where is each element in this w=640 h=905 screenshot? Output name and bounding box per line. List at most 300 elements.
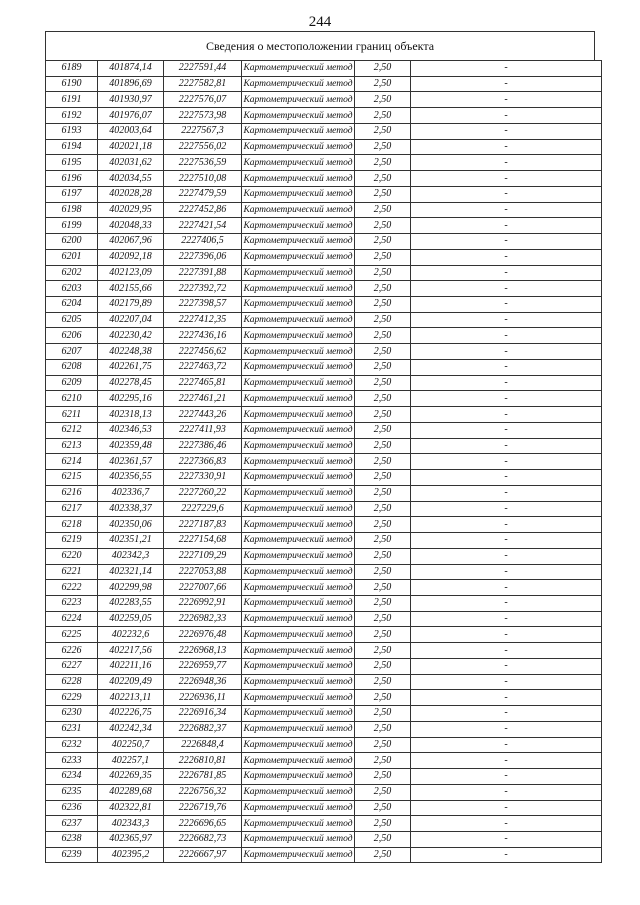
point-number-cell: 6210 <box>46 391 98 407</box>
accuracy-cell: 2,50 <box>355 218 411 234</box>
note-cell: - <box>411 674 602 690</box>
x-coordinate-cell: 402048,33 <box>98 218 164 234</box>
x-coordinate-cell: 402123,09 <box>98 265 164 281</box>
accuracy-cell: 2,50 <box>355 281 411 297</box>
y-coordinate-cell: 2226696,65 <box>164 816 242 832</box>
point-number-cell: 6226 <box>46 643 98 659</box>
note-cell: - <box>411 517 602 533</box>
y-coordinate-cell: 2227573,98 <box>164 108 242 124</box>
accuracy-cell: 2,50 <box>355 816 411 832</box>
table-row <box>46 643 602 659</box>
method-cell: Картометрический метод <box>242 61 355 77</box>
note-cell: - <box>411 108 602 124</box>
point-number-cell: 6221 <box>46 564 98 580</box>
table-row <box>46 706 602 722</box>
accuracy-cell: 2,50 <box>355 407 411 423</box>
table-row <box>46 800 602 816</box>
table-row <box>46 485 602 501</box>
method-cell: Картометрический метод <box>242 611 355 627</box>
point-number-cell: 6194 <box>46 139 98 155</box>
x-coordinate-cell: 402248,38 <box>98 344 164 360</box>
y-coordinate-cell: 2227463,72 <box>164 359 242 375</box>
x-coordinate-cell: 402207,04 <box>98 312 164 328</box>
method-cell: Картометрический метод <box>242 470 355 486</box>
y-coordinate-cell: 2227109,29 <box>164 548 242 564</box>
accuracy-cell: 2,50 <box>355 627 411 643</box>
point-number-cell: 6190 <box>46 76 98 92</box>
table-row <box>46 674 602 690</box>
method-cell: Картометрический метод <box>242 580 355 596</box>
note-cell: - <box>411 595 602 611</box>
y-coordinate-cell: 2226848,4 <box>164 737 242 753</box>
note-cell: - <box>411 501 602 517</box>
x-coordinate-cell: 402261,75 <box>98 359 164 375</box>
point-number-cell: 6238 <box>46 831 98 847</box>
y-coordinate-cell: 2227536,59 <box>164 155 242 171</box>
accuracy-cell: 2,50 <box>355 375 411 391</box>
accuracy-cell: 2,50 <box>355 706 411 722</box>
y-coordinate-cell: 2227398,57 <box>164 297 242 313</box>
method-cell: Картометрический метод <box>242 108 355 124</box>
accuracy-cell: 2,50 <box>355 643 411 659</box>
method-cell: Картометрический метод <box>242 249 355 265</box>
accuracy-cell: 2,50 <box>355 831 411 847</box>
x-coordinate-cell: 402321,14 <box>98 564 164 580</box>
note-cell: - <box>411 627 602 643</box>
accuracy-cell: 2,50 <box>355 422 411 438</box>
note-cell: - <box>411 422 602 438</box>
x-coordinate-cell: 402092,18 <box>98 249 164 265</box>
method-cell: Картометрический метод <box>242 831 355 847</box>
table-row <box>46 470 602 486</box>
point-number-cell: 6222 <box>46 580 98 596</box>
y-coordinate-cell: 2227406,5 <box>164 234 242 250</box>
accuracy-cell: 2,50 <box>355 155 411 171</box>
y-coordinate-cell: 2227456,62 <box>164 344 242 360</box>
y-coordinate-cell: 2226719,76 <box>164 800 242 816</box>
x-coordinate-cell: 402211,16 <box>98 658 164 674</box>
note-cell: - <box>411 123 602 139</box>
x-coordinate-cell: 402028,28 <box>98 186 164 202</box>
y-coordinate-cell: 2227452,86 <box>164 202 242 218</box>
x-coordinate-cell: 402299,98 <box>98 580 164 596</box>
x-coordinate-cell: 402350,06 <box>98 517 164 533</box>
table-row <box>46 265 602 281</box>
method-cell: Картометрический метод <box>242 407 355 423</box>
y-coordinate-cell: 2227386,46 <box>164 438 242 454</box>
accuracy-cell: 2,50 <box>355 123 411 139</box>
point-number-cell: 6229 <box>46 690 98 706</box>
accuracy-cell: 2,50 <box>355 485 411 501</box>
note-cell: - <box>411 737 602 753</box>
y-coordinate-cell: 2227436,16 <box>164 328 242 344</box>
x-coordinate-cell: 401896,69 <box>98 76 164 92</box>
point-number-cell: 6228 <box>46 674 98 690</box>
accuracy-cell: 2,50 <box>355 611 411 627</box>
x-coordinate-cell: 402351,21 <box>98 533 164 549</box>
point-number-cell: 6234 <box>46 769 98 785</box>
method-cell: Картометрический метод <box>242 769 355 785</box>
table-row <box>46 501 602 517</box>
note-cell: - <box>411 611 602 627</box>
point-number-cell: 6196 <box>46 171 98 187</box>
method-cell: Картометрический метод <box>242 517 355 533</box>
accuracy-cell: 2,50 <box>355 533 411 549</box>
point-number-cell: 6218 <box>46 517 98 533</box>
x-coordinate-cell: 401874,14 <box>98 61 164 77</box>
point-number-cell: 6219 <box>46 533 98 549</box>
accuracy-cell: 2,50 <box>355 454 411 470</box>
accuracy-cell: 2,50 <box>355 139 411 155</box>
accuracy-cell: 2,50 <box>355 265 411 281</box>
y-coordinate-cell: 2227187,83 <box>164 517 242 533</box>
accuracy-cell: 2,50 <box>355 769 411 785</box>
table-row <box>46 139 602 155</box>
accuracy-cell: 2,50 <box>355 595 411 611</box>
method-cell: Картометрический метод <box>242 721 355 737</box>
note-cell: - <box>411 580 602 596</box>
note-cell: - <box>411 61 602 77</box>
accuracy-cell: 2,50 <box>355 391 411 407</box>
method-cell: Картометрический метод <box>242 690 355 706</box>
method-cell: Картометрический метод <box>242 800 355 816</box>
table-row <box>46 359 602 375</box>
method-cell: Картометрический метод <box>242 234 355 250</box>
y-coordinate-cell: 2227260,22 <box>164 485 242 501</box>
table-body <box>46 61 602 863</box>
method-cell: Картометрический метод <box>242 627 355 643</box>
point-number-cell: 6202 <box>46 265 98 281</box>
accuracy-cell: 2,50 <box>355 580 411 596</box>
y-coordinate-cell: 2227461,21 <box>164 391 242 407</box>
method-cell: Картометрический метод <box>242 784 355 800</box>
table-row <box>46 155 602 171</box>
accuracy-cell: 2,50 <box>355 690 411 706</box>
note-cell: - <box>411 407 602 423</box>
note-cell: - <box>411 312 602 328</box>
x-coordinate-cell: 402242,34 <box>98 721 164 737</box>
x-coordinate-cell: 402021,18 <box>98 139 164 155</box>
point-number-cell: 6216 <box>46 485 98 501</box>
accuracy-cell: 2,50 <box>355 234 411 250</box>
y-coordinate-cell: 2227582,81 <box>164 76 242 92</box>
accuracy-cell: 2,50 <box>355 470 411 486</box>
table-row <box>46 297 602 313</box>
point-number-cell: 6212 <box>46 422 98 438</box>
table-row <box>46 454 602 470</box>
table-row <box>46 816 602 832</box>
x-coordinate-cell: 402269,35 <box>98 769 164 785</box>
x-coordinate-cell: 402342,3 <box>98 548 164 564</box>
x-coordinate-cell: 402155,66 <box>98 281 164 297</box>
table-row <box>46 658 602 674</box>
y-coordinate-cell: 2227421,54 <box>164 218 242 234</box>
accuracy-cell: 2,50 <box>355 76 411 92</box>
boundary-points-table <box>45 60 602 863</box>
note-cell: - <box>411 769 602 785</box>
table-row <box>46 580 602 596</box>
page-number: 244 <box>308 14 332 30</box>
x-coordinate-cell: 402278,45 <box>98 375 164 391</box>
point-number-cell: 6213 <box>46 438 98 454</box>
table-row <box>46 595 602 611</box>
method-cell: Картометрический метод <box>242 359 355 375</box>
table-row <box>46 438 602 454</box>
point-number-cell: 6206 <box>46 328 98 344</box>
x-coordinate-cell: 402322,81 <box>98 800 164 816</box>
point-number-cell: 6231 <box>46 721 98 737</box>
point-number-cell: 6204 <box>46 297 98 313</box>
x-coordinate-cell: 402232,6 <box>98 627 164 643</box>
x-coordinate-cell: 402029,95 <box>98 202 164 218</box>
method-cell: Картометрический метод <box>242 847 355 863</box>
table-row <box>46 281 602 297</box>
point-number-cell: 6211 <box>46 407 98 423</box>
accuracy-cell: 2,50 <box>355 674 411 690</box>
method-cell: Картометрический метод <box>242 564 355 580</box>
table-row <box>46 831 602 847</box>
accuracy-cell: 2,50 <box>355 438 411 454</box>
accuracy-cell: 2,50 <box>355 108 411 124</box>
point-number-cell: 6236 <box>46 800 98 816</box>
note-cell: - <box>411 831 602 847</box>
x-coordinate-cell: 402318,13 <box>98 407 164 423</box>
note-cell: - <box>411 816 602 832</box>
note-cell: - <box>411 249 602 265</box>
table-row <box>46 422 602 438</box>
y-coordinate-cell: 2227479,59 <box>164 186 242 202</box>
table-row <box>46 92 602 108</box>
accuracy-cell: 2,50 <box>355 171 411 187</box>
method-cell: Картометрический метод <box>242 737 355 753</box>
accuracy-cell: 2,50 <box>355 328 411 344</box>
point-number-cell: 6239 <box>46 847 98 863</box>
note-cell: - <box>411 297 602 313</box>
note-cell: - <box>411 454 602 470</box>
method-cell: Картометрический метод <box>242 76 355 92</box>
method-cell: Картометрический метод <box>242 391 355 407</box>
note-cell: - <box>411 265 602 281</box>
y-coordinate-cell: 2227510,08 <box>164 171 242 187</box>
y-coordinate-cell: 2226810,81 <box>164 753 242 769</box>
method-cell: Картометрический метод <box>242 297 355 313</box>
x-coordinate-cell: 402295,16 <box>98 391 164 407</box>
table-row <box>46 847 602 863</box>
point-number-cell: 6227 <box>46 658 98 674</box>
method-cell: Картометрический метод <box>242 171 355 187</box>
note-cell: - <box>411 218 602 234</box>
method-cell: Картометрический метод <box>242 202 355 218</box>
x-coordinate-cell: 402359,48 <box>98 438 164 454</box>
note-cell: - <box>411 139 602 155</box>
point-number-cell: 6232 <box>46 737 98 753</box>
note-cell: - <box>411 281 602 297</box>
accuracy-cell: 2,50 <box>355 784 411 800</box>
note-cell: - <box>411 438 602 454</box>
note-cell: - <box>411 800 602 816</box>
point-number-cell: 6199 <box>46 218 98 234</box>
x-coordinate-cell: 402343,3 <box>98 816 164 832</box>
point-number-cell: 6215 <box>46 470 98 486</box>
accuracy-cell: 2,50 <box>355 92 411 108</box>
y-coordinate-cell: 2227391,88 <box>164 265 242 281</box>
method-cell: Картометрический метод <box>242 92 355 108</box>
table-row <box>46 186 602 202</box>
accuracy-cell: 2,50 <box>355 800 411 816</box>
accuracy-cell: 2,50 <box>355 658 411 674</box>
table-row <box>46 391 602 407</box>
x-coordinate-cell: 402250,7 <box>98 737 164 753</box>
accuracy-cell: 2,50 <box>355 312 411 328</box>
accuracy-cell: 2,50 <box>355 737 411 753</box>
table-row <box>46 784 602 800</box>
table-title: Сведения о местоположении границ объекта <box>45 31 595 60</box>
point-number-cell: 6191 <box>46 92 98 108</box>
accuracy-cell: 2,50 <box>355 186 411 202</box>
accuracy-cell: 2,50 <box>355 297 411 313</box>
method-cell: Картометрический метод <box>242 375 355 391</box>
point-number-cell: 6192 <box>46 108 98 124</box>
point-number-cell: 6233 <box>46 753 98 769</box>
y-coordinate-cell: 2227567,3 <box>164 123 242 139</box>
y-coordinate-cell: 2226968,13 <box>164 643 242 659</box>
x-coordinate-cell: 402230,42 <box>98 328 164 344</box>
y-coordinate-cell: 2227443,26 <box>164 407 242 423</box>
point-number-cell: 6208 <box>46 359 98 375</box>
y-coordinate-cell: 2227591,44 <box>164 61 242 77</box>
point-number-cell: 6214 <box>46 454 98 470</box>
note-cell: - <box>411 375 602 391</box>
y-coordinate-cell: 2226936,11 <box>164 690 242 706</box>
method-cell: Картометрический метод <box>242 548 355 564</box>
point-number-cell: 6203 <box>46 281 98 297</box>
x-coordinate-cell: 402356,55 <box>98 470 164 486</box>
note-cell: - <box>411 359 602 375</box>
table-row <box>46 76 602 92</box>
note-cell: - <box>411 753 602 769</box>
x-coordinate-cell: 402259,05 <box>98 611 164 627</box>
table-row <box>46 202 602 218</box>
y-coordinate-cell: 2226948,36 <box>164 674 242 690</box>
y-coordinate-cell: 2227366,83 <box>164 454 242 470</box>
table-row <box>46 61 602 77</box>
x-coordinate-cell: 402031,62 <box>98 155 164 171</box>
point-number-cell: 6235 <box>46 784 98 800</box>
point-number-cell: 6224 <box>46 611 98 627</box>
point-number-cell: 6209 <box>46 375 98 391</box>
note-cell: - <box>411 690 602 706</box>
point-number-cell: 6198 <box>46 202 98 218</box>
point-number-cell: 6205 <box>46 312 98 328</box>
point-number-cell: 6225 <box>46 627 98 643</box>
note-cell: - <box>411 344 602 360</box>
note-cell: - <box>411 76 602 92</box>
note-cell: - <box>411 643 602 659</box>
table-row <box>46 218 602 234</box>
method-cell: Картометрический метод <box>242 344 355 360</box>
x-coordinate-cell: 402289,68 <box>98 784 164 800</box>
point-number-cell: 6217 <box>46 501 98 517</box>
point-number-cell: 6223 <box>46 595 98 611</box>
point-number-cell: 6237 <box>46 816 98 832</box>
x-coordinate-cell: 402003,64 <box>98 123 164 139</box>
x-coordinate-cell: 402217,56 <box>98 643 164 659</box>
y-coordinate-cell: 2227556,02 <box>164 139 242 155</box>
table-row <box>46 564 602 580</box>
method-cell: Картометрический метод <box>242 501 355 517</box>
y-coordinate-cell: 2227007,66 <box>164 580 242 596</box>
method-cell: Картометрический метод <box>242 328 355 344</box>
table-row <box>46 611 602 627</box>
accuracy-cell: 2,50 <box>355 61 411 77</box>
accuracy-cell: 2,50 <box>355 202 411 218</box>
method-cell: Картометрический метод <box>242 674 355 690</box>
table-row <box>46 312 602 328</box>
table-row <box>46 328 602 344</box>
method-cell: Картометрический метод <box>242 438 355 454</box>
note-cell: - <box>411 92 602 108</box>
x-coordinate-cell: 402338,37 <box>98 501 164 517</box>
note-cell: - <box>411 186 602 202</box>
accuracy-cell: 2,50 <box>355 564 411 580</box>
table-row <box>46 753 602 769</box>
y-coordinate-cell: 2226982,33 <box>164 611 242 627</box>
x-coordinate-cell: 401930,97 <box>98 92 164 108</box>
x-coordinate-cell: 402365,97 <box>98 831 164 847</box>
y-coordinate-cell: 2227330,91 <box>164 470 242 486</box>
table-row <box>46 234 602 250</box>
table-row <box>46 108 602 124</box>
method-cell: Картометрический метод <box>242 265 355 281</box>
method-cell: Картометрический метод <box>242 281 355 297</box>
accuracy-cell: 2,50 <box>355 359 411 375</box>
y-coordinate-cell: 2227465,81 <box>164 375 242 391</box>
method-cell: Картометрический метод <box>242 753 355 769</box>
point-number-cell: 6207 <box>46 344 98 360</box>
x-coordinate-cell: 402179,89 <box>98 297 164 313</box>
note-cell: - <box>411 784 602 800</box>
table-row <box>46 171 602 187</box>
point-number-cell: 6193 <box>46 123 98 139</box>
note-cell: - <box>411 391 602 407</box>
note-cell: - <box>411 658 602 674</box>
method-cell: Картометрический метод <box>242 186 355 202</box>
method-cell: Картометрический метод <box>242 422 355 438</box>
note-cell: - <box>411 470 602 486</box>
accuracy-cell: 2,50 <box>355 721 411 737</box>
point-number-cell: 6220 <box>46 548 98 564</box>
point-number-cell: 6195 <box>46 155 98 171</box>
point-number-cell: 6230 <box>46 706 98 722</box>
x-coordinate-cell: 402067,96 <box>98 234 164 250</box>
note-cell: - <box>411 171 602 187</box>
table-row <box>46 769 602 785</box>
y-coordinate-cell: 2226667,97 <box>164 847 242 863</box>
method-cell: Картометрический метод <box>242 706 355 722</box>
x-coordinate-cell: 402034,55 <box>98 171 164 187</box>
y-coordinate-cell: 2227576,07 <box>164 92 242 108</box>
x-coordinate-cell: 402209,49 <box>98 674 164 690</box>
accuracy-cell: 2,50 <box>355 249 411 265</box>
method-cell: Картометрический метод <box>242 454 355 470</box>
y-coordinate-cell: 2227053,88 <box>164 564 242 580</box>
y-coordinate-cell: 2227412,35 <box>164 312 242 328</box>
point-number-cell: 6201 <box>46 249 98 265</box>
method-cell: Картометрический метод <box>242 139 355 155</box>
table-row <box>46 344 602 360</box>
x-coordinate-cell: 402283,55 <box>98 595 164 611</box>
y-coordinate-cell: 2226959,77 <box>164 658 242 674</box>
